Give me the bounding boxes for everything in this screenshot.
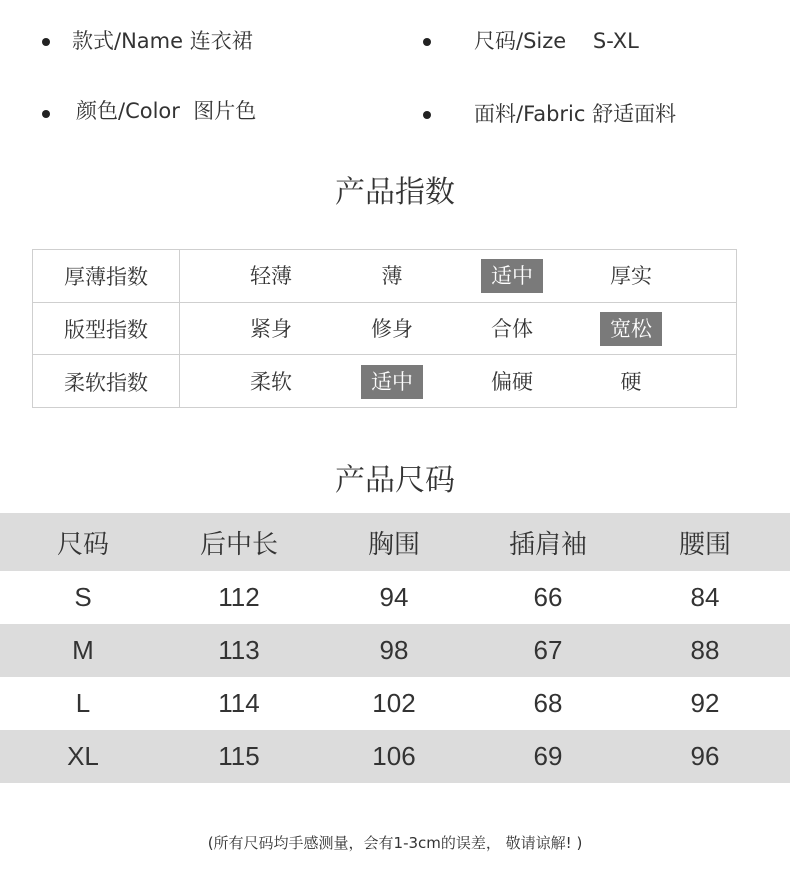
table-cell: 84 (690, 582, 720, 612)
bullet-dot (423, 111, 431, 119)
table-cell: 68 (533, 688, 563, 718)
table-cell: 88 (690, 635, 720, 665)
index-option: 适中 (347, 355, 437, 408)
table-cell: M (72, 635, 94, 665)
table-cell: 115 (218, 741, 260, 771)
header-cell: 胸围 (367, 529, 420, 560)
header-cell: 尺码 (56, 529, 109, 560)
bullet-dot (42, 110, 50, 118)
table-cell: 94 (379, 582, 409, 612)
size-section-title: 产品尺码 (335, 463, 455, 498)
table-cell: 92 (690, 688, 720, 718)
index-section-title: 产品指数 (335, 175, 455, 210)
table-cell: 112 (218, 582, 260, 612)
index-option: 宽松 (586, 303, 676, 355)
index-option: 修身 (371, 317, 413, 341)
table-cell: XL (67, 741, 99, 771)
attr-size: 尺码/Size S-XL (474, 29, 639, 53)
index-row-thickness (33, 250, 736, 302)
index-option: 轻薄 (250, 264, 292, 288)
index-row-label: 版型指数 (64, 318, 148, 342)
index-row-label: 柔软指数 (64, 370, 148, 395)
index-option: 适中 (467, 250, 557, 302)
index-row-label: 厚薄指数 (64, 265, 148, 289)
index-option: 紧身 (250, 317, 292, 341)
index-option: 硬 (620, 369, 642, 394)
index-row-softness (33, 354, 736, 408)
attr-color: 颜色/Color 图片色 (76, 99, 257, 123)
measurement-note: (所有尺码均手感测量，会有1-3cm的误差， 敬请谅解! ) (207, 834, 583, 852)
index-row-fit (33, 302, 736, 355)
table-cell: 106 (372, 741, 416, 771)
table-row (0, 730, 790, 783)
table-row (0, 571, 790, 624)
index-option: 偏硬 (491, 369, 533, 394)
header-cell: 腰围 (678, 529, 731, 560)
table-cell: 98 (379, 635, 409, 665)
index-option: 厚实 (610, 264, 652, 288)
bullet-dot (42, 38, 50, 46)
index-option: 合体 (491, 317, 533, 341)
table-cell: 113 (218, 635, 260, 665)
attr-name: 款式/Name 连衣裙 (72, 29, 253, 53)
table-cell: 102 (372, 688, 416, 718)
table-cell: 67 (533, 635, 563, 665)
table-row (0, 677, 790, 730)
table-cell: L (75, 688, 91, 718)
attr-fabric: 面料/Fabric 舒适面料 (474, 102, 677, 126)
index-option: 柔软 (250, 369, 292, 394)
table-cell: 69 (533, 741, 563, 771)
table-row (0, 624, 790, 677)
table-cell: 114 (218, 688, 260, 718)
bullet-dot (423, 38, 431, 46)
size-table (0, 513, 790, 783)
table-cell: 66 (533, 582, 563, 612)
header-cell: 插肩袖 (508, 529, 587, 560)
index-option: 薄 (381, 264, 403, 288)
size-table-header (0, 513, 790, 571)
table-cell: S (74, 582, 92, 612)
index-table (32, 249, 737, 408)
table-cell: 96 (690, 741, 720, 771)
header-cell: 后中长 (199, 529, 278, 560)
